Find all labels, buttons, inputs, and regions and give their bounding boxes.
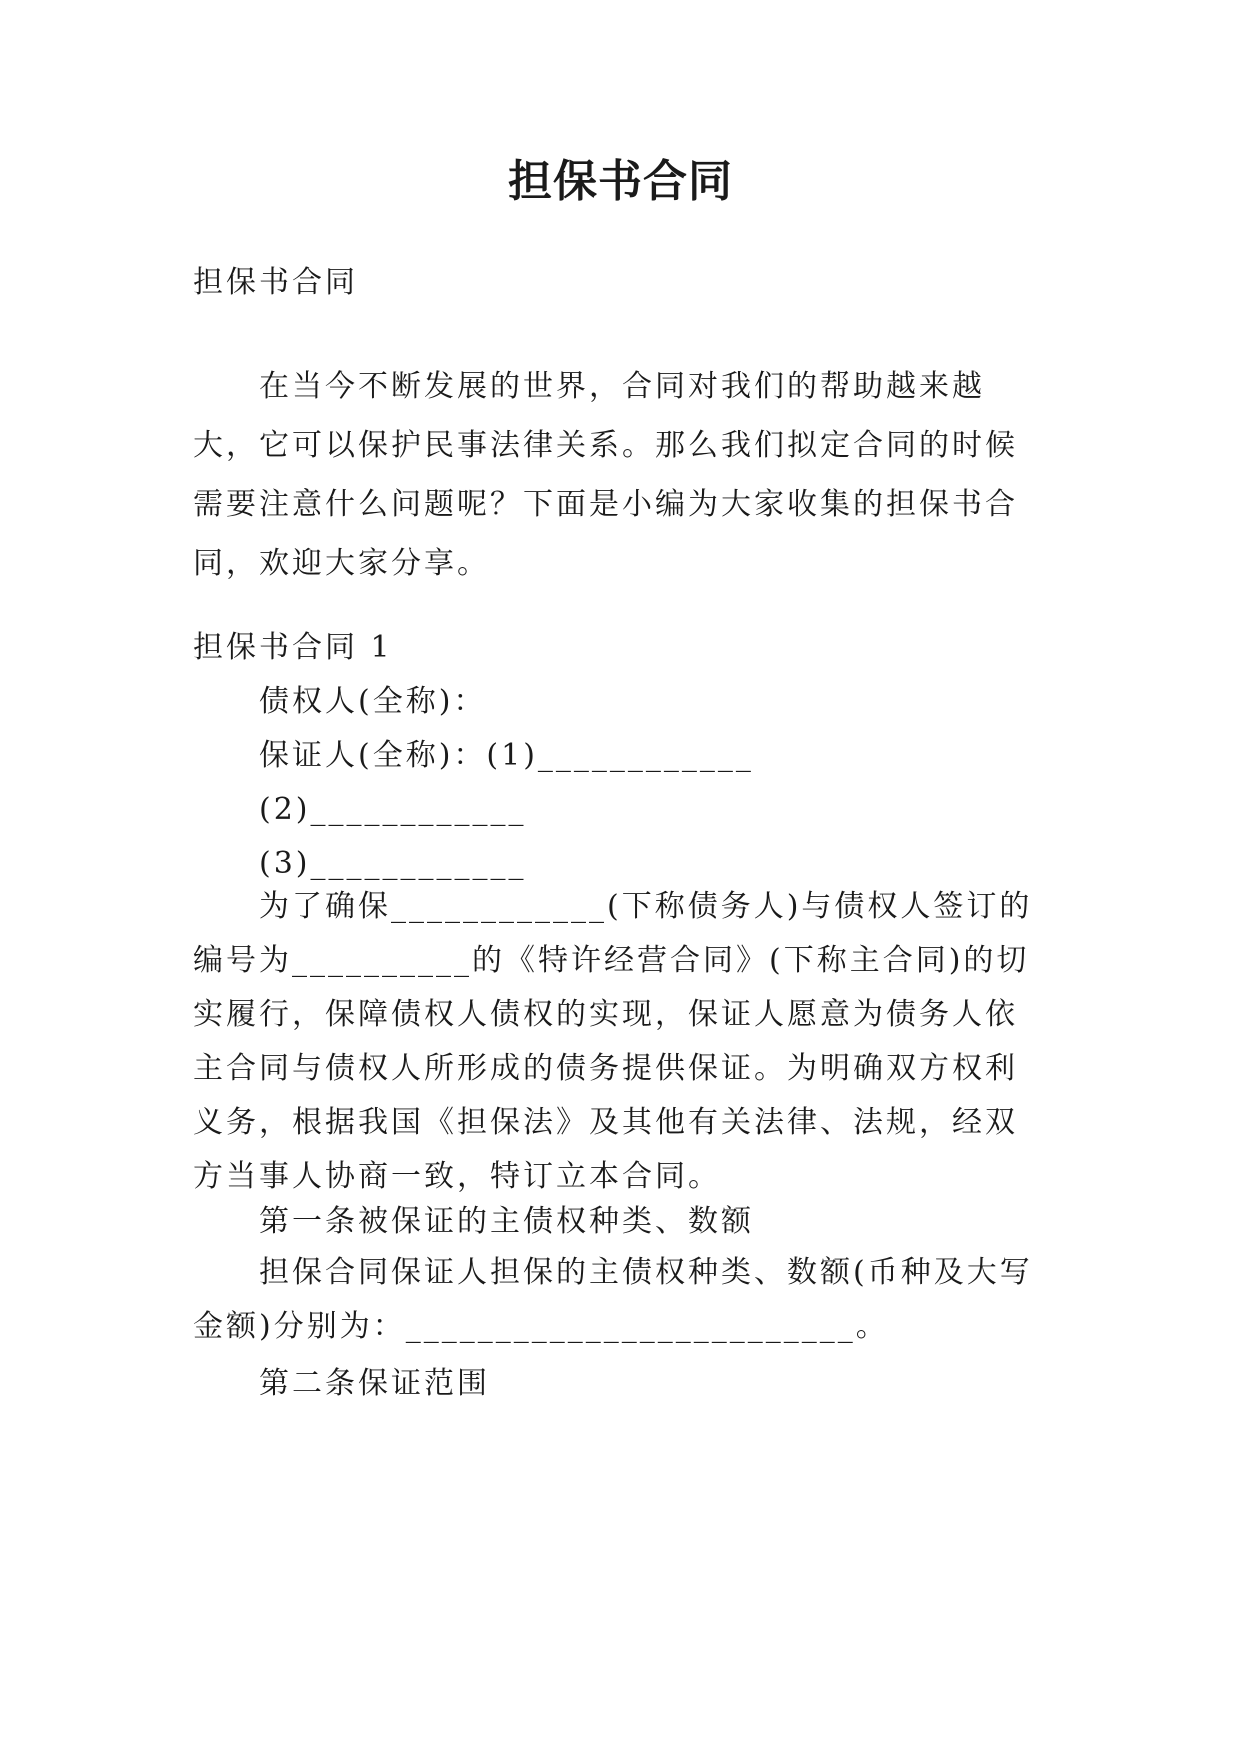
creditor-line: 债权人(全称)： bbox=[259, 684, 487, 719]
article-1-heading: 第一条被保证的主债权种类、数额 bbox=[259, 1204, 754, 1239]
document-title: 担保书合同 bbox=[508, 156, 733, 207]
intro-paragraph: 在当今不断发展的世界，合同对我们的帮助越来越大，它可以保护民事法律关系。那么我们拟定合同的时候需要注意什么问题呢？下面是小编为大家收集的担保书合同，欢迎大家分享。 bbox=[193, 369, 1018, 581]
article-1-body: 担保合同保证人担保的主债权种类、数额(币种及大写金额)分别为：_________________________。 bbox=[193, 1255, 1033, 1344]
guarantor-line-3: (3)____________ bbox=[259, 846, 527, 881]
section-heading: 担保书合同 1 bbox=[193, 630, 393, 665]
guarantor-line-1: 保证人(全称)：(1)____________ bbox=[259, 738, 754, 773]
article-2-heading: 第二条保证范围 bbox=[259, 1366, 490, 1401]
document-subtitle: 担保书合同 bbox=[193, 265, 358, 300]
guarantor-line-2: (2)____________ bbox=[259, 792, 527, 827]
purpose-paragraph: 为了确保____________(下称债务人)与债权人签订的编号为__________的《特许经营合同》(下称主合同)的切实履行，保障债权人债权的实现，保证人愿意为债务人依主合同与债权人所形成的债务提供保证。为明确双方权利义务，根据我国《担保法》及其他有关法律、法规，经双方当事人协商一致，特订立本合同。 bbox=[193, 889, 1033, 1194]
